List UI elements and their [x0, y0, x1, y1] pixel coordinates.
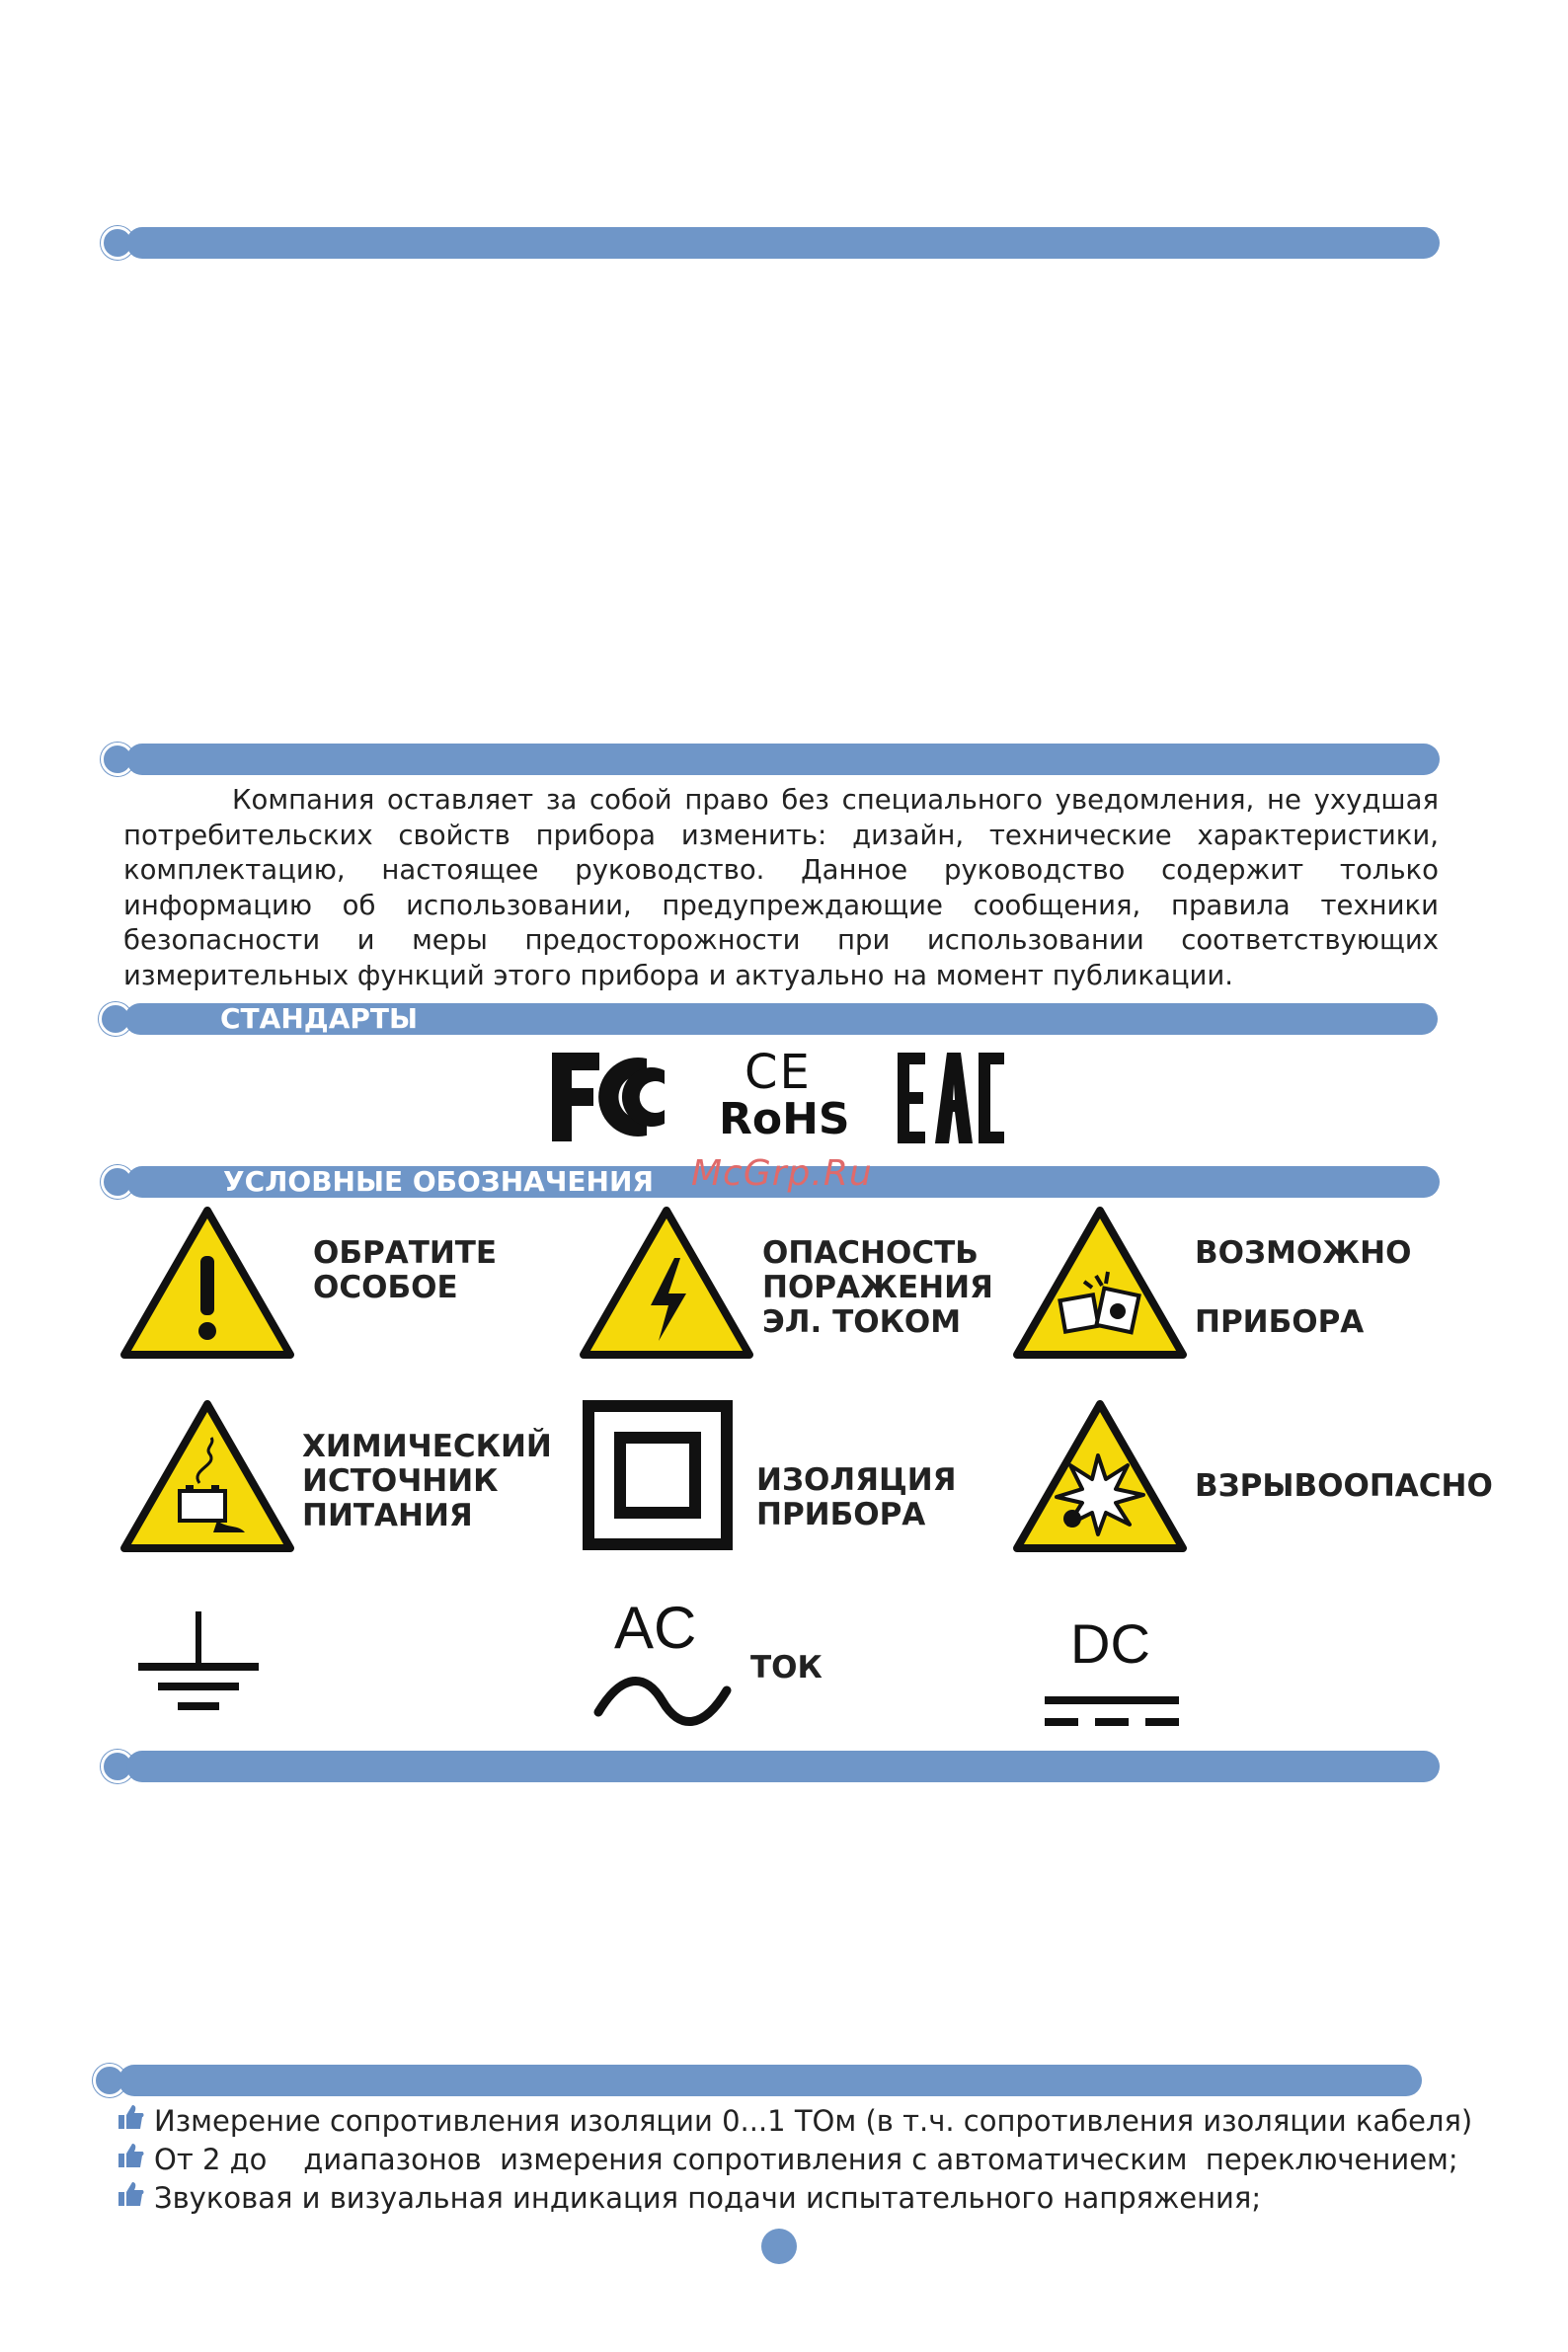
watermark: McGrp.Ru: [691, 1153, 873, 1194]
shock-line-1: ОПАСНОСТЬ: [762, 1235, 979, 1271]
damage-line-2: ПРИБОРА: [1195, 1304, 1365, 1340]
section-bar-2: [126, 744, 1440, 775]
section-bar-3: [126, 1751, 1440, 1782]
battery-line-2: ИСТОЧНИК: [302, 1463, 499, 1499]
attention-line-1: ОБРАТИТЕ: [313, 1235, 498, 1271]
section-bar-4: [118, 2065, 1422, 2096]
standards-title: СТАНДАРТЫ: [220, 1002, 418, 1035]
ac-label: ТОК: [750, 1650, 823, 1686]
insulation-label: [756, 1463, 957, 1532]
section-bar-1: [126, 227, 1440, 259]
battery-line-1: ХИМИЧЕСКИЙ: [302, 1429, 552, 1464]
ac-text: AC: [614, 1595, 697, 1661]
attention-line-2: ОСОБОЕ: [313, 1270, 458, 1305]
damage-label: [1195, 1236, 1411, 1340]
battery-label: [302, 1430, 552, 1533]
eac-logo: [896, 1051, 1006, 1145]
fcc-logo: [548, 1049, 681, 1145]
attention-label: [313, 1236, 497, 1305]
symbols-title: УСЛОВНЫЕ ОБОЗНАЧЕНИЯ: [223, 1165, 654, 1198]
battery-line-3: ПИТАНИЯ: [302, 1498, 473, 1533]
thumbs-up-icon: [117, 2142, 154, 2177]
insulation-line-1: ИЗОЛЯЦИЯ: [756, 1462, 957, 1498]
thumbs-up-icon: [117, 2103, 154, 2139]
chemical-battery-icon: [120, 1400, 294, 1554]
shock-hazard-icon: [580, 1207, 753, 1361]
dc-text: DC: [1070, 1612, 1150, 1675]
feature-text-1: Измерение сопротивления изоляции 0...1 ТОм (в т.ч. сопротивления изоляции кабеля): [154, 2104, 1473, 2138]
feature-item-3: [117, 2180, 1261, 2216]
feature-item-2: [117, 2142, 1458, 2177]
attention-warning-icon: [120, 1207, 294, 1361]
device-damage-icon: [1013, 1207, 1187, 1361]
feature-text-2: От 2 до диапазонов измерения сопротивления с автоматическим переключением;: [154, 2143, 1458, 2176]
feature-text-3: Звуковая и визуальная индикация подачи испытательного напряжения;: [154, 2181, 1262, 2215]
page-dot: [761, 2229, 797, 2264]
explosive-line-1: ВЗРЫВООПАСНО: [1195, 1468, 1493, 1504]
notice-text: Компания оставляет за собой право без специального уведомления, не ухудшая потребительских свойств прибора изменить: дизайн, технические характеристики, комплектацию, настоящее руководство. Данное руководство содержит только информацию об использовании, предупреждающие сообщения, правила техники безопасности и меры предосторожности при использовании соответствующих измерительных функций этого прибора и актуально на момент публикации.: [123, 784, 1439, 991]
notice-paragraph: [123, 783, 1439, 993]
shock-line-3: ЭЛ. ТОКОМ: [762, 1304, 962, 1340]
rohs-mark: RoHS: [719, 1094, 850, 1144]
insulation-line-2: ПРИБОРА: [756, 1497, 926, 1532]
damage-line-gap: [1195, 1271, 1411, 1305]
ground-icon: [134, 1607, 263, 1716]
double-insulation-icon: [583, 1400, 733, 1550]
thumbs-up-icon: [117, 2180, 154, 2216]
shock-label: [762, 1236, 993, 1340]
dc-symbol-icon: [1043, 1694, 1181, 1730]
ac-wave-icon: [592, 1669, 733, 1734]
explosive-label: [1195, 1469, 1493, 1504]
ce-mark: CE: [745, 1045, 812, 1100]
shock-line-2: ПОРАЖЕНИЯ: [762, 1270, 993, 1305]
damage-line-1: ВОЗМОЖНО: [1195, 1235, 1412, 1271]
feature-item-1: [117, 2103, 1472, 2139]
explosive-icon: [1013, 1400, 1187, 1554]
